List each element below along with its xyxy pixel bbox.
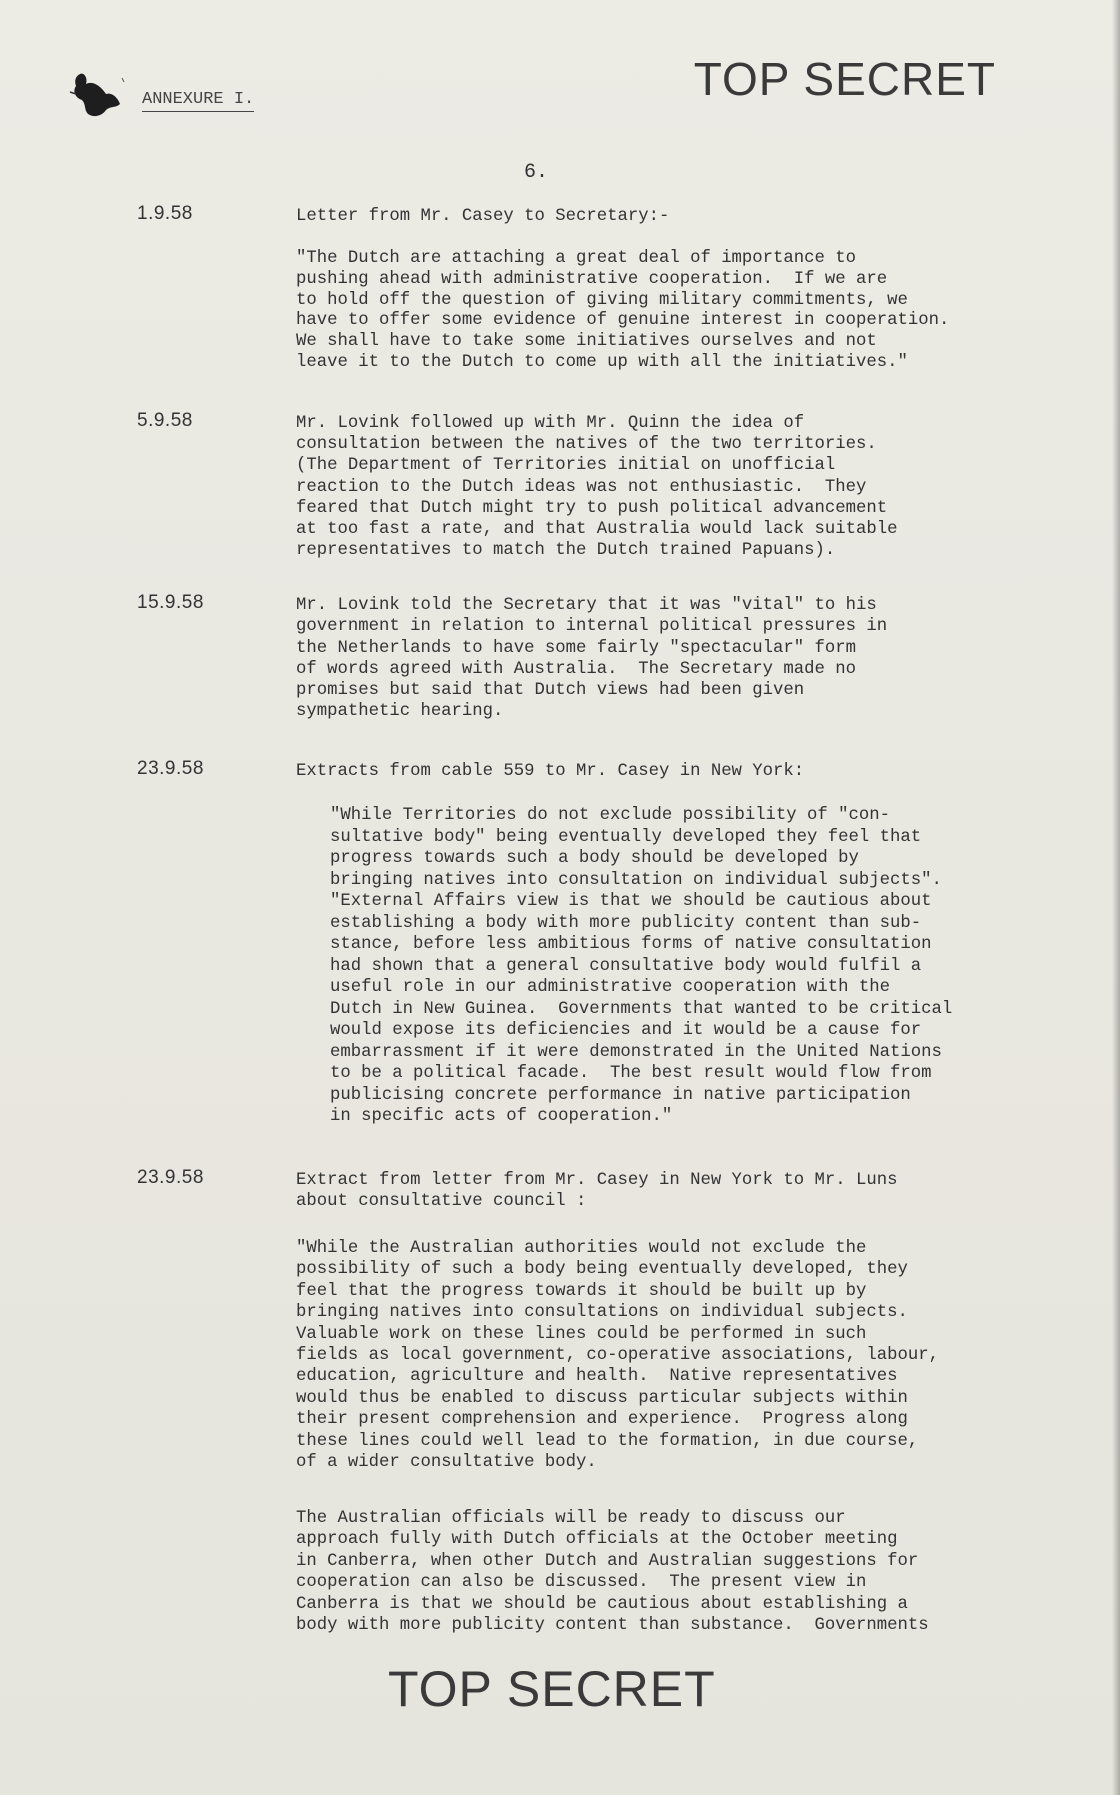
classification-stamp-bottom: TOP SECRET bbox=[388, 1661, 716, 1717]
entry-heading: Extract from letter from Mr. Casey in New York to Mr. Luns about consultative council : bbox=[296, 1171, 898, 1211]
entry-quote: "The Dutch are attaching a great deal of importance to pushing ahead with administrative cooperation. If we are to hold off the question of giving military commitments, we have to offer some evidence of genuine interest in cooperation. We shall have to take some initiatives ourselves and not leave it to the Dutch to come up with all the initiatives." bbox=[296, 249, 950, 372]
entry-date: 23.9.58 bbox=[137, 758, 204, 779]
entry-date: 5.9.58 bbox=[137, 410, 193, 431]
page-edge-shadow bbox=[1112, 0, 1120, 1795]
classification-stamp-top: TOP SECRET bbox=[693, 53, 996, 105]
entry-body: Mr. Lovink followed up with Mr. Quinn the idea of consultation between the natives of the two territories. (The Department of Territories initial on unofficial reaction to the Dutch ideas was not enthusiastic. They feared that Dutch might try to push political advancement at too fast a rate, and that Australia would lack suitable representatives to match the Dutch trained Papuans). bbox=[296, 414, 898, 561]
entry-quote: "While the Australian authorities would not exclude the possibility of such a body being eventually developed, they feel that the progress towards it should be built up by bringing natives into consultations on individual subjects. Valuable work on these lines could be performed in such fields as local government, co-operative associations, labour, education, agriculture and health. Native representatives would thus be enabled to discuss particular subjects within their present comprehension and experience. Progress along these lines could well lead to the formation, in due course, of a wider consultative body. bbox=[296, 1239, 939, 1473]
entry-body: Mr. Lovink told the Secretary that it was "vital" to his government in relation to internal political pressures in the Netherlands to have some fairly "spectacular" form of words agreed with Australia. The Secretary made no promises but said that Dutch views had been given sympathetic hearing. bbox=[296, 596, 888, 722]
entry-quote: "While Territories do not exclude possibility of "con- sultative body" being eventually developed they feel that progress towards such a body should be developed by bringing natives into consultation on individual subjects". "External Affairs view is that we should be cautious about establishing a body with more publicity content than sub- stance, before less ambitious forms of native consultation had shown that a general consultative body would fulfil a useful role in our administrative cooperation with the Dutch in New Guinea. Governments that wanted to be critical would expose its deficiencies and it would be a cause for embarrassment if it were demonstrated in the United Nations to be a political facade. The best result would flow from publicising concrete performance in native participation in specific acts of cooperation." bbox=[330, 806, 953, 1126]
entry-date: 1.9.58 bbox=[137, 203, 193, 224]
entry-date: 15.9.58 bbox=[137, 592, 204, 613]
annexure-label: ANNEXURE I. bbox=[142, 90, 254, 112]
ink-blot-mark bbox=[66, 70, 126, 124]
entry-quote-continued: The Australian officials will be ready to discuss our approach fully with Dutch officials at the October meeting in Canberra, when other Dutch and Australian suggestions for cooperation can also be discussed. The present view in Canberra is that we should be cautious about establishing a body with more publicity content than substance. Governments bbox=[296, 1509, 929, 1636]
entry-date: 23.9.58 bbox=[137, 1167, 204, 1188]
entry-heading: Letter from Mr. Casey to Secretary:- bbox=[296, 207, 670, 226]
page-number: 6. bbox=[524, 161, 549, 184]
entry-heading: Extracts from cable 559 to Mr. Casey in New York: bbox=[296, 762, 805, 781]
